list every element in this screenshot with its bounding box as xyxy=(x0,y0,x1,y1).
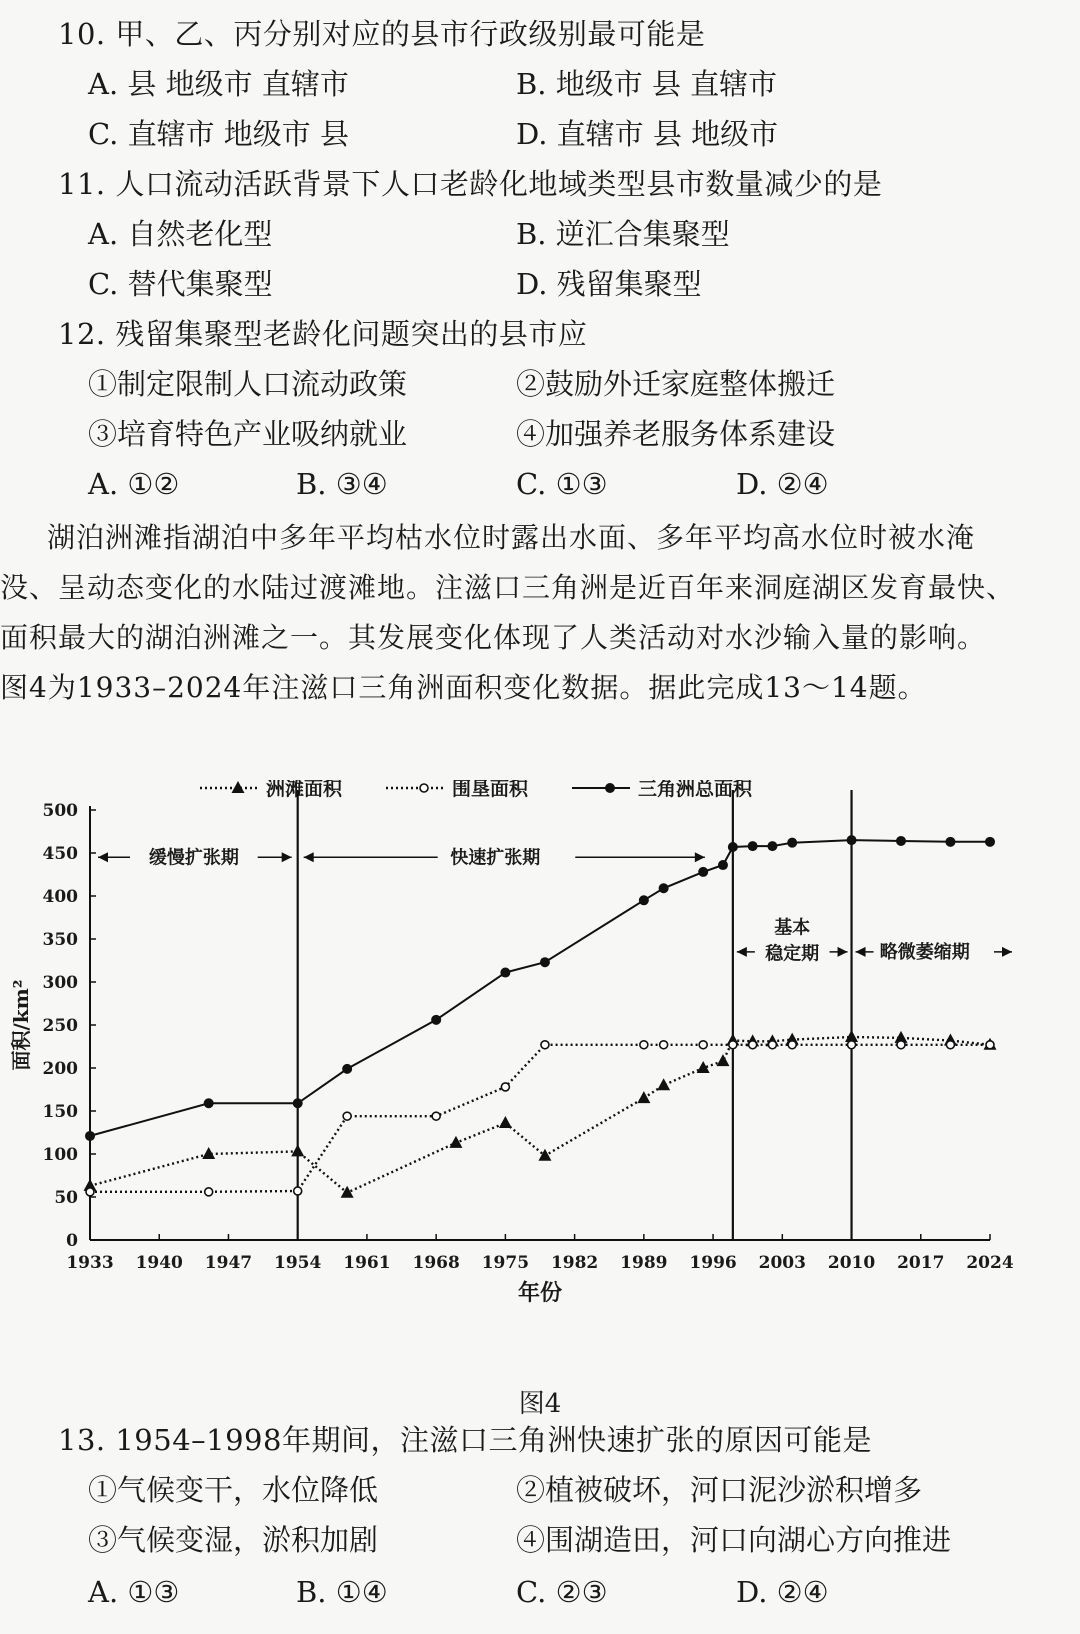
x-tick-label: 1940 xyxy=(135,1253,183,1273)
y-tick-label: 200 xyxy=(42,1059,78,1079)
y-tick-label: 450 xyxy=(42,844,78,864)
q12-stem: 12. 残留集聚型老龄化问题突出的县市应 xyxy=(58,317,588,351)
point-triangle xyxy=(291,1144,304,1156)
q11-stem: 11. 人口流动活跃背景下人口老龄化地域类型县市数量减少的是 xyxy=(58,167,883,201)
q11-option-c[interactable]: C. 替代集聚型 xyxy=(88,267,273,301)
point-solid-circle xyxy=(639,895,649,905)
point-solid-circle xyxy=(500,968,510,978)
point-hollow-circle xyxy=(699,1041,707,1049)
annotation-arrow-head xyxy=(98,852,108,862)
annotation-arrow-head xyxy=(282,852,292,862)
q13-option-b[interactable]: B. ①④ xyxy=(296,1575,388,1609)
annotation-arrow-head xyxy=(304,852,314,862)
y-tick-label: 50 xyxy=(54,1188,78,1208)
point-solid-circle xyxy=(342,1064,352,1074)
legend-triangle-marker xyxy=(232,781,245,793)
point-hollow-circle xyxy=(946,1041,954,1049)
q13-option-c[interactable]: C. ②③ xyxy=(516,1575,608,1609)
point-hollow-circle xyxy=(986,1041,994,1049)
point-hollow-circle xyxy=(205,1188,213,1196)
x-tick-label: 1968 xyxy=(412,1253,460,1273)
y-tick-label: 0 xyxy=(66,1231,78,1251)
passage-line-3: 面积最大的湖泊洲滩之一。其发展变化体现了人类活动对水沙输入量的影响。 xyxy=(0,621,987,654)
x-tick-label: 2024 xyxy=(966,1253,1014,1273)
annotation-slight-shrink: 略微萎缩期 xyxy=(879,941,970,963)
annotation-arrow-head xyxy=(838,947,848,957)
point-solid-circle xyxy=(767,841,777,851)
annotation-arrow-head xyxy=(695,852,705,862)
point-triangle xyxy=(538,1149,551,1161)
point-solid-circle xyxy=(847,835,857,845)
q13-stem: 13. 1954–1998年期间，注滋口三角洲快速扩张的原因可能是 xyxy=(58,1423,872,1457)
chart-svg xyxy=(0,780,1080,1380)
q11-option-b[interactable]: B. 逆汇合集聚型 xyxy=(516,217,730,251)
y-tick-label: 300 xyxy=(42,973,78,993)
x-tick-label: 2010 xyxy=(827,1253,876,1273)
point-solid-circle xyxy=(985,837,995,847)
q12-option-d[interactable]: D. ②④ xyxy=(736,467,829,501)
q13-statement-4: ④围湖造田，河口向湖心方向推进 xyxy=(516,1523,952,1557)
q10-option-a[interactable]: A. 县 地级市 直辖市 xyxy=(88,67,349,101)
point-triangle xyxy=(202,1147,215,1159)
x-tick-label: 1933 xyxy=(66,1253,114,1273)
y-axis-label: 面积/km² xyxy=(9,979,33,1071)
q11-option-d[interactable]: D. 残留集聚型 xyxy=(516,267,702,301)
annotation-stable-2: 稳定期 xyxy=(765,943,820,965)
chart-annotations xyxy=(98,846,1012,964)
annotation-arrow-head xyxy=(856,947,866,957)
point-solid-circle xyxy=(431,1015,441,1025)
annotation-fast-expansion: 快速扩张期 xyxy=(450,847,541,869)
point-triangle xyxy=(499,1116,512,1128)
point-hollow-circle xyxy=(294,1187,302,1195)
x-tick-label: 1975 xyxy=(481,1253,530,1273)
q12-statement-3: ③培育特色产业吸纳就业 xyxy=(88,417,408,451)
point-solid-circle xyxy=(728,842,738,852)
q13-statement-3: ③气候变湿，淤积加剧 xyxy=(88,1523,379,1557)
x-tick-label: 1996 xyxy=(689,1253,737,1273)
x-tick-label: 1982 xyxy=(550,1253,599,1273)
chart-axes xyxy=(9,801,1014,1306)
q12-statement-2: ②鼓励外迁家庭整体搬迁 xyxy=(516,367,836,401)
passage-line-2: 没、呈动态变化的水陆过渡滩地。注滋口三角洲是近百年来洞庭湖区发育最快、 xyxy=(0,571,1016,604)
point-solid-circle xyxy=(896,836,906,846)
legend-label-0: 洲滩面积 xyxy=(266,780,343,800)
y-tick-label: 400 xyxy=(42,887,78,907)
series-line-0 xyxy=(90,1037,990,1193)
q12-option-a[interactable]: A. ①② xyxy=(88,467,180,501)
point-solid-circle xyxy=(204,1098,214,1108)
x-tick-label: 1961 xyxy=(343,1253,391,1273)
q13-statement-2: ②植被破坏，河口泥沙淤积增多 xyxy=(516,1473,923,1507)
point-hollow-circle xyxy=(660,1041,668,1049)
point-solid-circle xyxy=(718,860,728,870)
point-triangle xyxy=(637,1091,650,1103)
point-hollow-circle xyxy=(749,1041,757,1049)
q13-statement-1: ①气候变干，水位降低 xyxy=(88,1473,379,1507)
q10-option-d[interactable]: D. 直辖市 县 地级市 xyxy=(516,117,779,151)
legend-label-2: 三角洲总面积 xyxy=(638,780,753,800)
point-solid-circle xyxy=(659,883,669,893)
y-tick-label: 150 xyxy=(42,1102,78,1122)
q10-option-c[interactable]: C. 直辖市 地级市 县 xyxy=(88,117,350,151)
x-tick-label: 1954 xyxy=(274,1253,322,1273)
point-hollow-circle xyxy=(432,1112,440,1120)
annotation-arrow-head xyxy=(737,947,747,957)
figure-caption: 图4 xyxy=(518,1389,562,1419)
point-solid-circle xyxy=(945,837,955,847)
chart-legend xyxy=(200,780,753,800)
q13-option-a[interactable]: A. ①③ xyxy=(88,1575,180,1609)
point-hollow-circle xyxy=(640,1041,648,1049)
q12-statement-4: ④加强养老服务体系建设 xyxy=(516,417,836,451)
legend-solid-marker xyxy=(605,783,615,793)
chart-series xyxy=(84,835,997,1198)
point-hollow-circle xyxy=(501,1083,509,1091)
series-line-1 xyxy=(90,1045,990,1192)
q12-option-b[interactable]: B. ③④ xyxy=(296,467,388,501)
point-solid-circle xyxy=(293,1098,303,1108)
x-tick-label: 2017 xyxy=(897,1253,945,1273)
q12-option-c[interactable]: C. ①③ xyxy=(516,467,608,501)
q11-option-a[interactable]: A. 自然老化型 xyxy=(88,217,273,251)
legend-label-1: 围垦面积 xyxy=(452,780,529,800)
point-hollow-circle xyxy=(848,1041,856,1049)
annotation-arrow-head xyxy=(1002,947,1012,957)
q10-stem: 10. 甲、乙、丙分别对应的县市行政级别最可能是 xyxy=(58,17,706,51)
annotation-slow-expansion: 缓慢扩张期 xyxy=(148,847,239,869)
x-tick-label: 1947 xyxy=(204,1253,253,1273)
x-tick-label: 1989 xyxy=(620,1253,668,1273)
point-hollow-circle xyxy=(86,1188,94,1196)
point-hollow-circle xyxy=(768,1041,776,1049)
legend-hollow-marker xyxy=(420,784,428,792)
annotation-stable-1: 基本 xyxy=(774,917,811,939)
point-hollow-circle xyxy=(897,1041,905,1049)
x-tick-label: 2003 xyxy=(758,1253,806,1273)
passage-line-1: 湖泊洲滩指湖泊中多年平均枯水位时露出水面、多年平均高水位时被水淹 xyxy=(18,521,976,554)
y-tick-label: 250 xyxy=(42,1016,78,1036)
y-tick-label: 500 xyxy=(42,801,78,821)
point-hollow-circle xyxy=(343,1112,351,1120)
point-solid-circle xyxy=(85,1131,95,1141)
q13-option-d[interactable]: D. ②④ xyxy=(736,1575,829,1609)
y-tick-label: 100 xyxy=(42,1145,78,1165)
figure-4-chart xyxy=(0,780,1080,1380)
series-line-2 xyxy=(90,840,990,1136)
passage-line-4: 图4为1933–2024年注滋口三角洲面积变化数据。据此完成13～14题。 xyxy=(0,671,927,704)
point-triangle xyxy=(716,1054,729,1066)
point-triangle xyxy=(657,1078,670,1090)
point-solid-circle xyxy=(698,867,708,877)
x-axis-label: 年份 xyxy=(517,1280,563,1306)
point-solid-circle xyxy=(748,841,758,851)
point-solid-circle xyxy=(787,838,797,848)
point-hollow-circle xyxy=(541,1041,549,1049)
point-solid-circle xyxy=(540,957,550,967)
point-hollow-circle xyxy=(788,1041,796,1049)
y-tick-label: 350 xyxy=(42,930,78,950)
point-hollow-circle xyxy=(729,1041,737,1049)
q12-statement-1: ①制定限制人口流动政策 xyxy=(88,367,408,401)
q10-option-b[interactable]: B. 地级市 县 直辖市 xyxy=(516,67,778,101)
